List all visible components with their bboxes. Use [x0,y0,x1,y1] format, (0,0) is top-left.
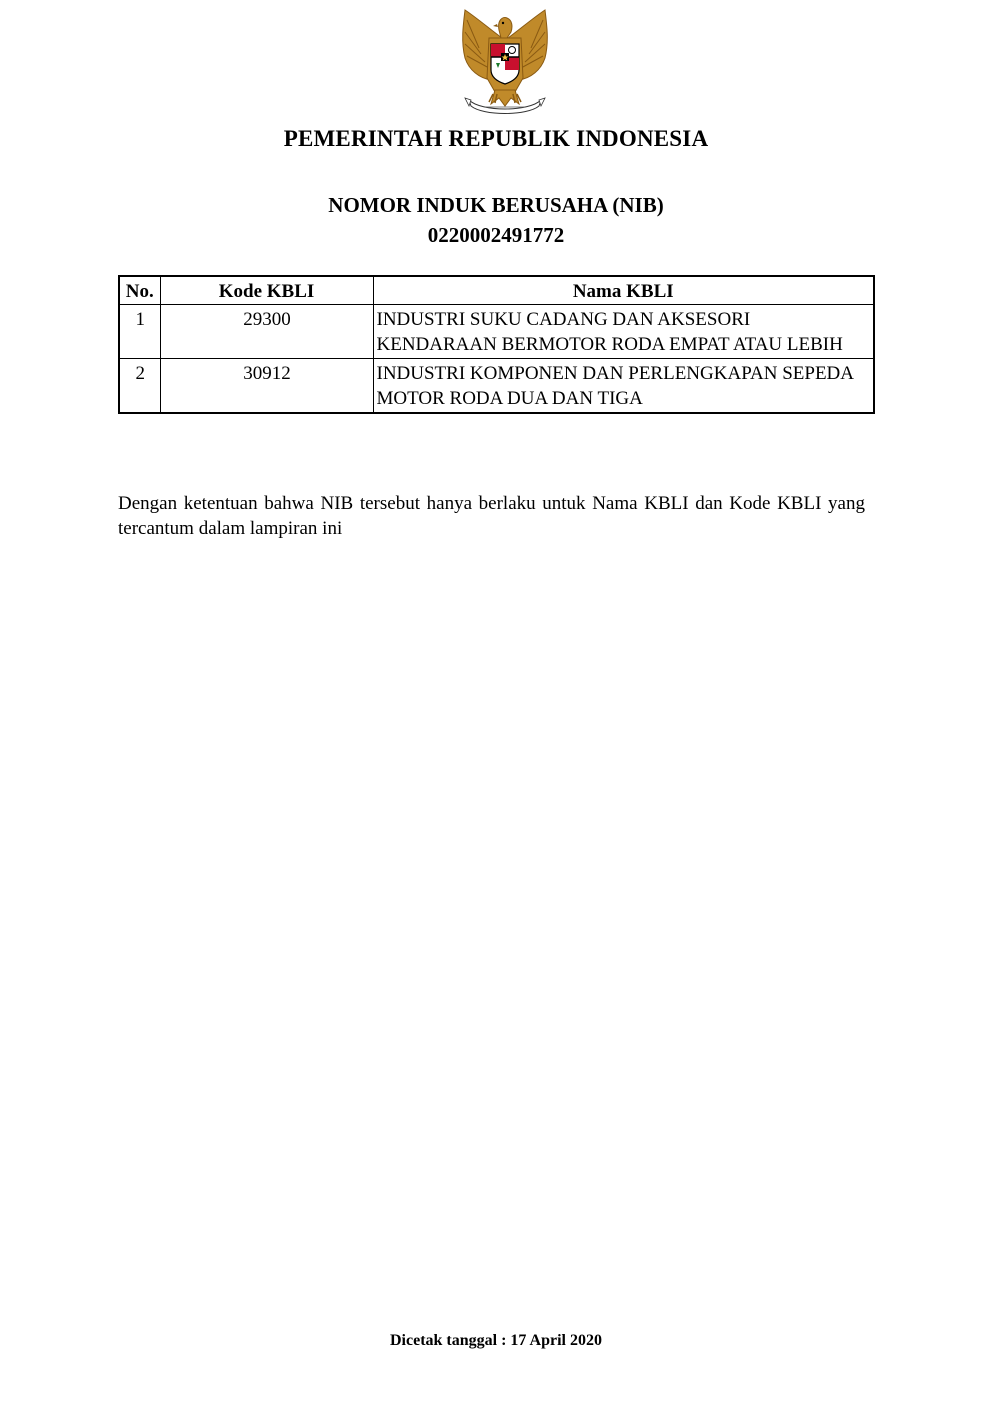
kbli-table [118,275,875,414]
garuda-emblem-icon [455,8,555,114]
column-header-nama-kbli: Nama KBLI [373,276,874,305]
nama-kbli-cell: INDUSTRI SUKU CADANG DAN AKSESORI KENDARAAN BERMOTOR RODA EMPAT ATAU LEBIH [373,305,874,359]
nib-number: 0220002491772 [427,223,565,247]
column-header-no: No. [119,276,160,305]
kode-kbli-cell: 30912 [160,359,373,414]
government-title: PEMERINTAH REPUBLIK INDONESIA [283,126,709,151]
printed-date: Dicetak tanggal : 17 April 2020 [390,1332,602,1349]
row-number: 1 [119,305,160,359]
row-number: 2 [119,359,160,414]
table-row [119,305,874,359]
validity-note: Dengan ketentuan bahwa NIB tersebut hanya berlaku untuk Nama KBLI dan Kode KBLI yang tercantum dalam lampiran ini [118,493,865,539]
kode-kbli-cell: 29300 [160,305,373,359]
nama-kbli-cell: INDUSTRI KOMPONEN DAN PERLENGKAPAN SEPEDA MOTOR RODA DUA DAN TIGA [373,359,874,414]
table-header-row [119,276,874,305]
document-title: NOMOR INDUK BERUSAHA (NIB) [328,193,664,217]
table-row [119,359,874,414]
column-header-kode-kbli: Kode KBLI [160,276,373,305]
